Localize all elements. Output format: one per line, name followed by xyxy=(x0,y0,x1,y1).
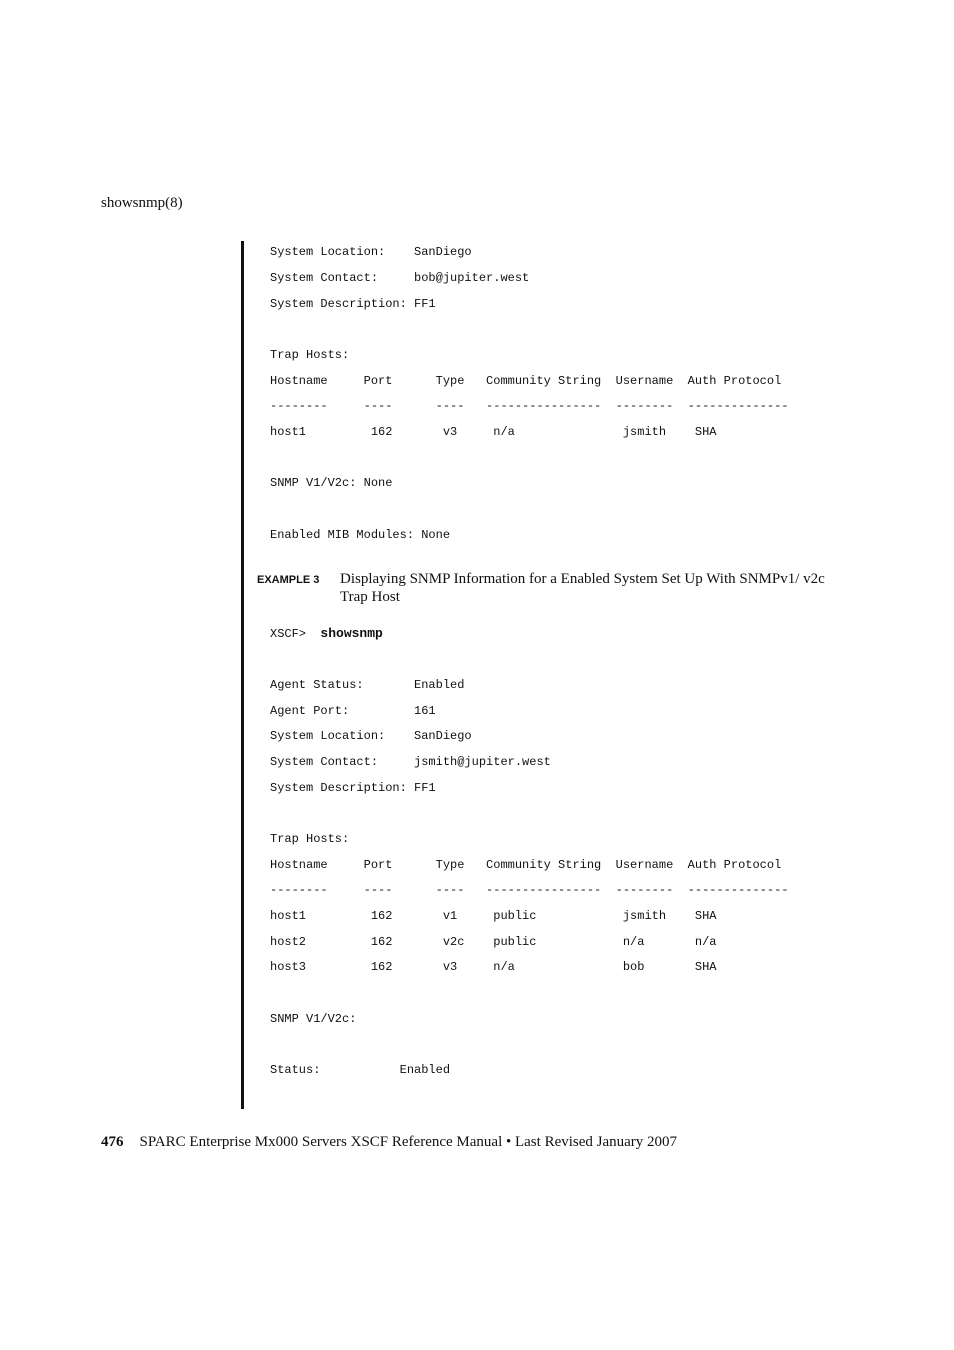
code-line-column-rule: -------- ---- ---- ---------------- -------- -------------- xyxy=(270,883,789,897)
code-line-agent-status: Agent Status: Enabled xyxy=(270,678,465,692)
footer-text: SPARC Enterprise Mx000 Servers XSCF Reference Manual • Last Revised January 2007 xyxy=(139,1134,678,1150)
code-line-trap-hosts: Trap Hosts: xyxy=(270,348,350,362)
code-line-host-row: host3 162 v3 n/a bob SHA xyxy=(270,960,717,974)
code-line-status: Status: Enabled xyxy=(270,1063,451,1077)
code-line-host-row: host2 162 v2c public n/a n/a xyxy=(270,935,717,949)
code-line-system-description: System Description: FF1 xyxy=(270,297,436,311)
code-line-host-row: host1 162 v1 public jsmith SHA xyxy=(270,909,717,923)
code-line-system-contact: System Contact: bob@jupiter.west xyxy=(270,271,530,285)
page-number: 476 xyxy=(101,1134,124,1150)
page-footer xyxy=(101,1133,677,1151)
code-line-prompt xyxy=(270,627,383,641)
code-line-system-location: System Location: SanDiego xyxy=(270,729,472,743)
code-line-column-rule: -------- ---- ---- ---------------- -------- -------------- xyxy=(270,399,789,413)
running-head: showsnmp(8) xyxy=(101,195,183,211)
prompt-text: XSCF> xyxy=(270,627,321,641)
code-line-agent-port: Agent Port: 161 xyxy=(270,704,436,718)
code-line-mib-modules: Enabled MIB Modules: None xyxy=(270,528,451,542)
code-line-column-header: Hostname Port Type Community String Username Auth Protocol xyxy=(270,374,782,388)
code-line-system-contact: System Contact: jsmith@jupiter.west xyxy=(270,755,551,769)
change-bar xyxy=(241,241,244,1109)
code-line-trap-hosts: Trap Hosts: xyxy=(270,832,350,846)
code-line-snmp-v1v2c: SNMP V1/V2c: None xyxy=(270,476,393,490)
code-line-column-header: Hostname Port Type Community String Username Auth Protocol xyxy=(270,858,782,872)
example-label: EXAMPLE 3 xyxy=(257,574,320,586)
code-line-system-location: System Location: SanDiego xyxy=(270,245,472,259)
code-line-snmp-v1v2c: SNMP V1/V2c: xyxy=(270,1012,357,1026)
code-line-system-description: System Description: FF1 xyxy=(270,781,436,795)
command-text: showsnmp xyxy=(320,626,383,641)
example-title: Displaying SNMP Information for a Enabled System Set Up With SNMPv1/ v2c Trap Host xyxy=(340,571,825,605)
code-line-host-row: host1 162 v3 n/a jsmith SHA xyxy=(270,425,717,439)
